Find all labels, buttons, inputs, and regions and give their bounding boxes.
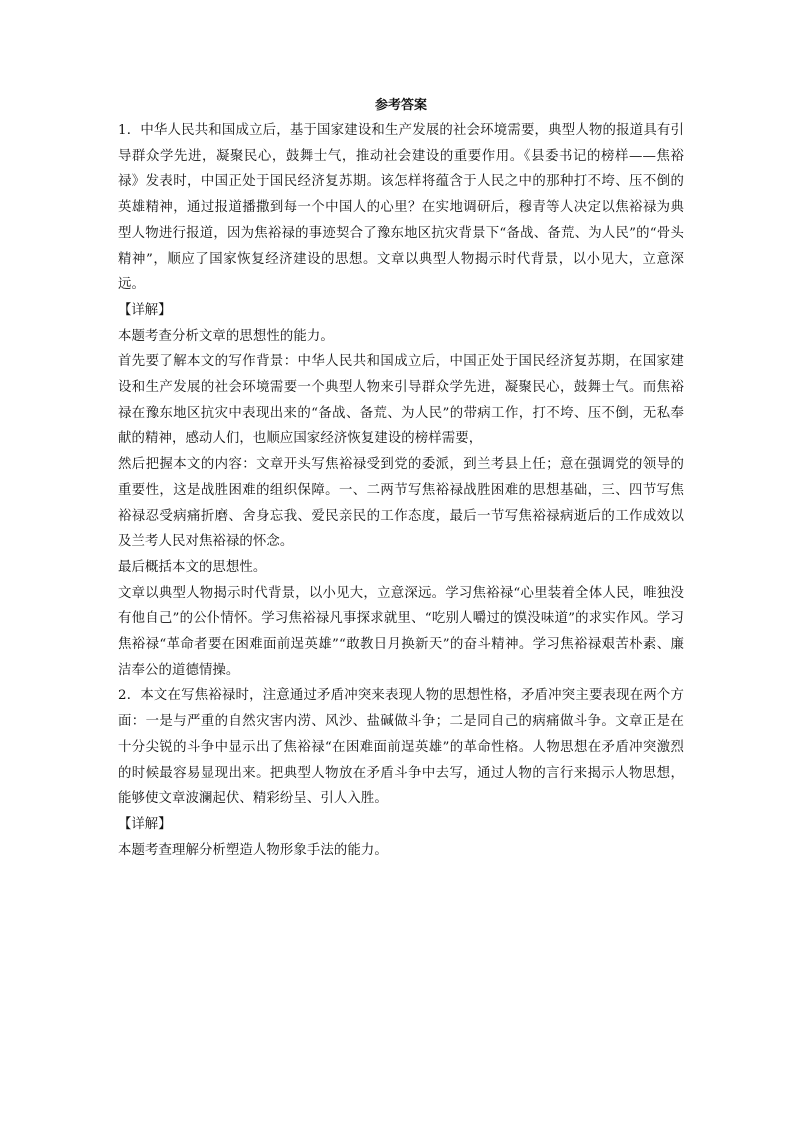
q1-detail-paragraph: 然后把握本文的内容：文章开头写焦裕禄受到党的委派，到兰考县上任；意在强调党的领导的重要性，这是战胜困难的组织保障。一、二两节写焦裕禄战胜困难的思想基础，三、四节写焦裕禄忍受病痛折磨、舍身忘我、爱民亲民的工作态度，最后一节写焦裕禄病逝后的工作成效以及兰考人民对焦裕禄的怀念。 xyxy=(118,457,684,550)
q1-detail-paragraph: 文章以典型人物揭示时代背景，以小见大，立意深远。学习焦裕禄“心里装着全体人民，唯独没有他自己”的公仆情怀。学习焦裕禄凡事探求就里、“吃别人嚼过的馍没味道”的求实作风。学习焦裕禄“革命者要在困难面前逞英雄”“敢教日月换新天”的奋斗精神。学习焦裕禄艰苦朴素、廉洁奉公的道德情操。 xyxy=(118,585,684,678)
q1-answer: 1．中华人民共和国成立后，基于国家建设和生产发展的社会环境需要，典型人物的报道具有引导群众学先进，凝聚民心，鼓舞士气，推动社会建设的重要作用。《县委书记的榜样——焦裕禄》发表时，中国正处于国民经济复苏期。该怎样将蕴含于人民之中的那种打不垮、压不倒的英雄精神，通过报道播撒到每一个中国人的心里？在实地调研后，穆青等人决定以焦裕禄为典型人物进行报道，因为焦裕禄的事迹契合了豫东地区抗灾背景下“备战、备荒、为人民”的“骨头精神”，顺应了国家恢复经济建设的思想。文章以典型人物揭示时代背景，以小见大，立意深远。 xyxy=(118,123,684,293)
q1-detail-paragraph: 首先要了解本文的写作背景：中华人民共和国成立后，中国正处于国民经济复苏期，在国家建设和生产发展的社会环境需要一个典型人物来引导群众学先进，凝聚民心，鼓舞士气。而焦裕禄在豫东地区抗灾中表现出来的“备战、备荒、为人民”的带病工作，打不垮、压不倒，无私奉献的精神，感动人们，也顺应国家经济恢复建设的榜样需要， xyxy=(118,354,684,447)
q1-detail-paragraph: 最后概括本文的思想性。 xyxy=(118,559,267,575)
document-title: 参考答案 xyxy=(374,98,427,113)
q2-detail-paragraph: 本题考查理解分析塑造人物形象手法的能力。 xyxy=(118,842,388,858)
q1-detail-paragraph: 本题考查分析文章的思想性的能力。 xyxy=(118,328,334,344)
q1-detail-label: 【详解】 xyxy=(118,302,172,318)
answer-document xyxy=(118,96,684,863)
q2-detail-label: 【详解】 xyxy=(118,816,172,832)
q2-answer: 2．本文在写焦裕禄时，注意通过矛盾冲突来表现人物的思想性格，矛盾冲突主要表现在两个方面：一是与严重的自然灾害内涝、风沙、盐碱做斗争；二是同自己的病痛做斗争。文章正是在十分尖锐的斗争中显示出了焦裕禄“在困难面前逞英雄”的革命性格。人物思想在矛盾冲突激烈的时候最容易显现出来。把典型人物放在矛盾斗争中去写，通过人物的言行来揭示人物思想，能够使文章波澜起伏、精彩纷呈、引人入胜。 xyxy=(118,688,684,807)
